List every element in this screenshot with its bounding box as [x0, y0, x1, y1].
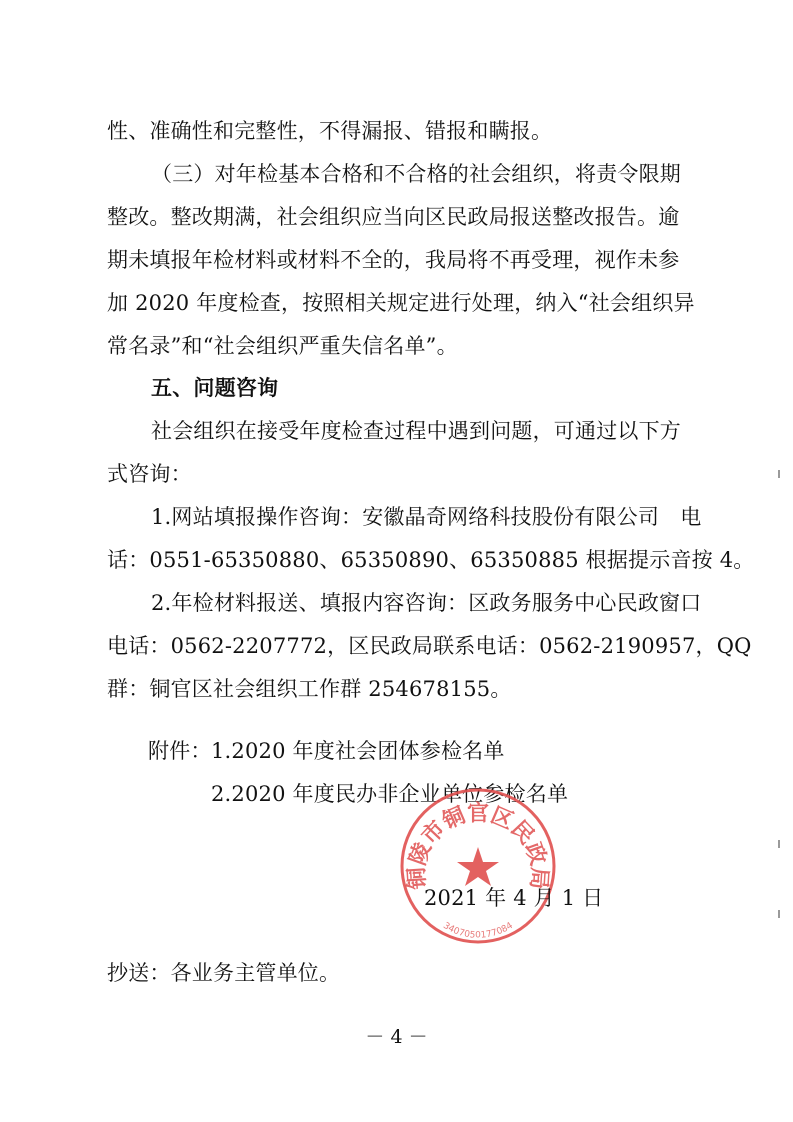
- attachment-label: 附件：: [148, 739, 212, 763]
- scan-mark: [778, 910, 780, 918]
- consult-line-4: 话：0551-65350880、65350890、65350885 根据提示音按 4。: [107, 548, 755, 572]
- scan-mark: [778, 840, 780, 848]
- consult-line-7: 群：铜官区社会组织工作群 254678155。: [107, 677, 512, 701]
- page-number: － 4 －: [365, 1026, 428, 1048]
- paragraph-line-3: 整改。整改期满，社会组织应当向区民政局报送整改报告。逾: [107, 205, 680, 229]
- attachment-item-1: 1.2020 年度社会团体参检名单: [211, 739, 505, 763]
- seal-star-icon: [457, 847, 499, 886]
- paragraph-line-6: 常名录”和“社会组织严重失信名单”。: [107, 334, 458, 358]
- scan-mark: [778, 470, 780, 478]
- paragraph-line-4: 期未填报年检材料或材料不全的，我局将不再受理，视作未参: [107, 248, 680, 272]
- attachment-item-2: 2.2020 年度民办非企业单位参检名单: [211, 782, 569, 806]
- seal-code-text: 3407050177084: [441, 920, 515, 941]
- paragraph-line-5: 加 2020 年度检查，按照相关规定进行处理，纳入“社会组织异: [107, 291, 695, 315]
- paragraph-line-2: （三）对年检基本合格和不合格的社会组织，将责令限期: [151, 162, 681, 186]
- consult-line-5: 2.年检材料报送、填报内容咨询：区政务服务中心民政窗口: [151, 591, 702, 615]
- section-heading: 五、问题咨询: [151, 376, 279, 400]
- consult-line-2: 式咨询：: [107, 462, 192, 486]
- consult-line-6: 电话：0562-2207772，区民政局联系电话：0562-2190957，QQ: [107, 634, 752, 658]
- consult-line-3: 1.网站填报操作咨询：安徽晶奇网络科技股份有限公司 电: [151, 505, 702, 529]
- official-seal: [397, 785, 559, 947]
- cc-line: 抄送：各业务主管单位。: [107, 961, 341, 985]
- paragraph-line-1: 性、准确性和完整性，不得漏报、错报和瞒报。: [107, 119, 553, 143]
- seal-name-text: 铜陵市铜官区民政局: [404, 801, 552, 891]
- document-date: 2021 年 4 月 1 日: [424, 886, 604, 910]
- consult-line-1: 社会组织在接受年度检查过程中遇到问题，可通过以下方: [151, 419, 681, 443]
